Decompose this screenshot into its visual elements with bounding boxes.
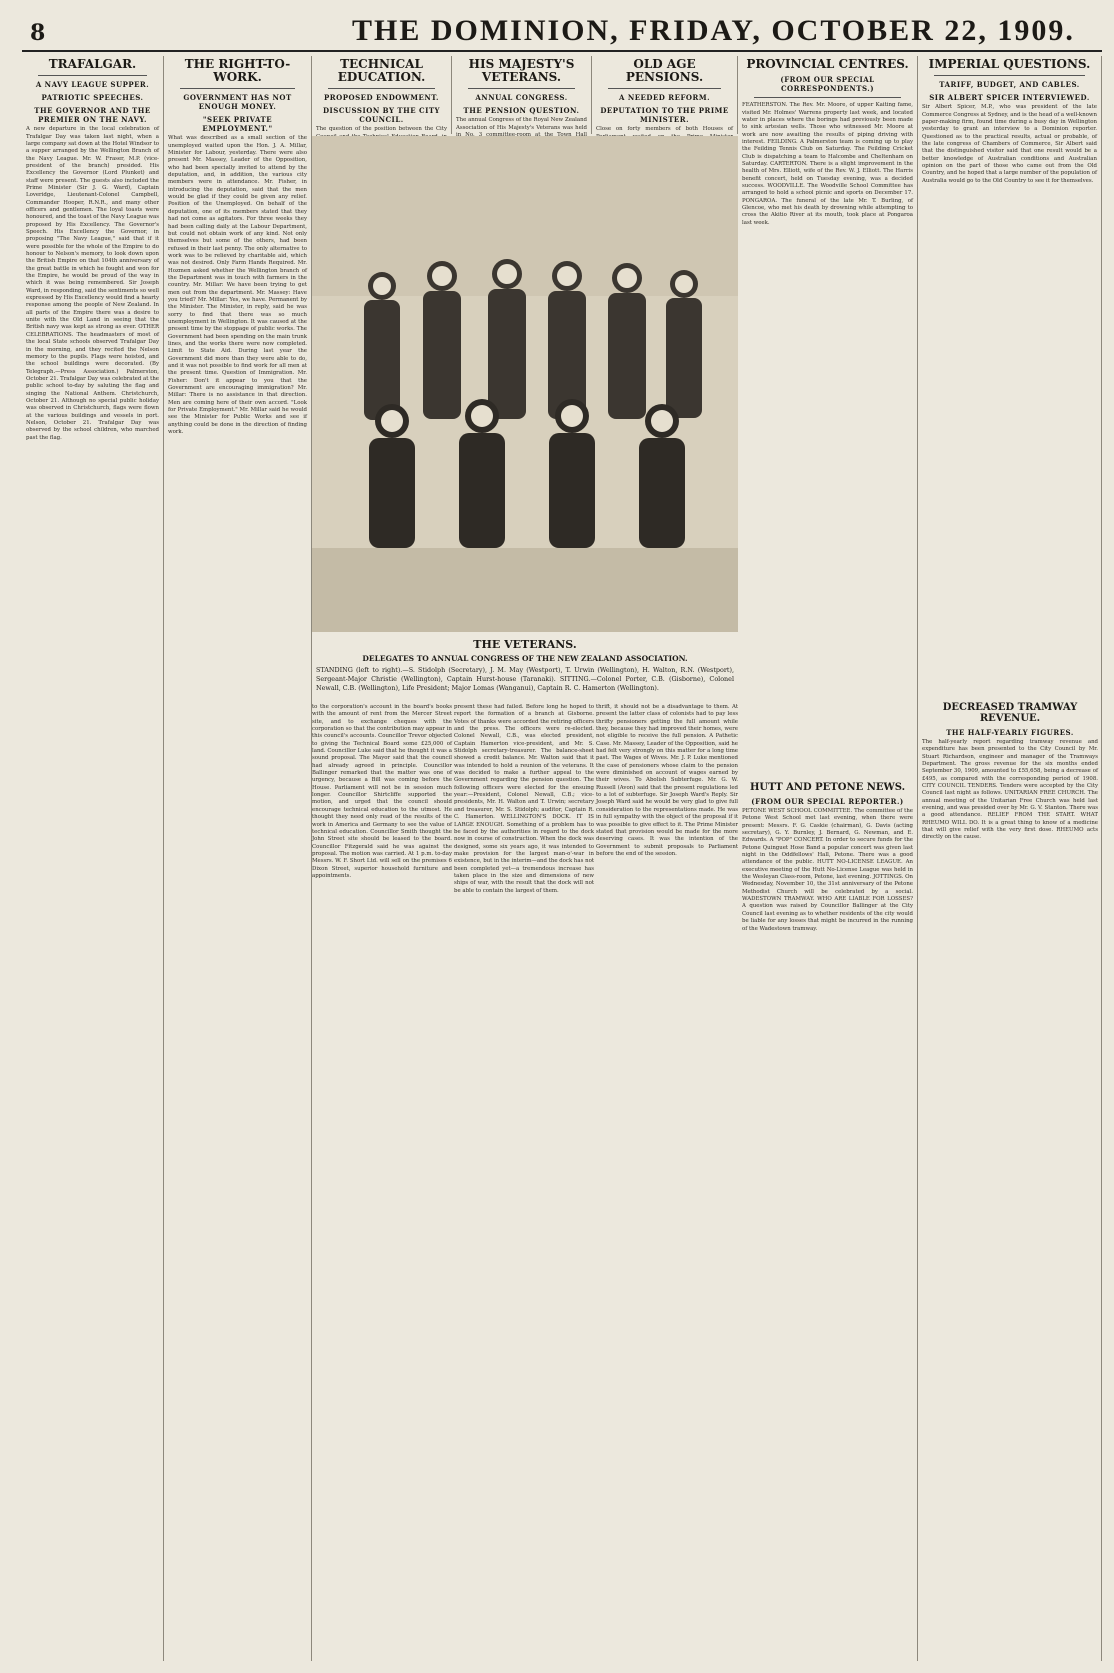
subheadline: "SEEK PRIVATE EMPLOYMENT." (202, 115, 273, 134)
column-veterans (452, 56, 592, 134)
page-number: 8 (30, 20, 46, 46)
subheadline: TARIFF, BUDGET, AND CABLES. (939, 80, 1080, 90)
veterans-photograph (312, 136, 738, 632)
headline: HUTT AND PETONE NEWS. (749, 782, 906, 793)
column-old-age-pensions (592, 56, 738, 134)
subheadline: GOVERNMENT HAS NOT ENOUGH MONEY. (183, 93, 292, 112)
subheadline: PATRIOTIC SPEECHES. (41, 93, 144, 103)
photo-subtitle: DELEGATES TO ANNUAL CONGRESS OF THE NEW ZEALAND ASSOCIATION. (362, 654, 688, 663)
subheadline: (FROM OUR SPECIAL REPORTER.) (751, 797, 904, 806)
headline: TRAFALGAR. (48, 57, 137, 71)
headline: DECREASED TRAMWAY REVENUE. (942, 702, 1078, 724)
headline: IMPERIAL QUESTIONS. (928, 57, 1091, 71)
article-body: What was described as a small section of the unemployed waited upon the Hon. J. A. Millar, Minister for Labour, yesterday. There were also present Mr. Massey, Leader of the Opposition, who had been specially invited to attend by the deputation, and, in addition, the various city members were in attendance. Mr. Fisher, in introducing the deputation, said that the men would be glad if they could be given any relief. Position of the Unemployed. On behalf of the deputation, one of its members stated that they had not come as agitators. For three weeks they had been calling daily at the Labour Department, but could not obtain work of any kind. Not only themselves but some of the others, had been refused in their last penny. The only alternative to work was to be relieved by charitable aid, which was not desired. Only Farm Hands Required. Mr. Hozmen asked whether the Wellington branch of the Department was in touch with farmers in the country. Mr. Millar: We have been trying to get men out from the department. Mr. Massey: Have you tried? Mr. Millar: Yes, we have. Permanent by the Minister. The Minister, in reply, said he was sorry to find that there was so much unemployment in Wellington. It was caused at the present time by the stoppage of public works. The Government had been spending on the main trunk lines, and the works there were now completed. Limit to State Aid. During last year the Government did more than they were able to do, and it was not possible to find work for all men at the present time. Question of Immigration. Mr. Fisher: Don't it appear to you that the Government are encouraging immigration? Mr. Millar: There is no assistance in that direction. Men are coming here of their own accord. "Look for Private Employment." Mr. Millar said he would see the Minister for Public Works and see if anything could be done in the direction of finding work. (168, 135, 307, 436)
headline: PROVINCIAL CENTRES. (746, 57, 909, 71)
subheadline: PROPOSED ENDOWMENT. (324, 93, 439, 103)
article-body: to the corporation's account in the board's books with the amount of rent from the Mercer Street site, and to exchange cheques with the corporation so that the contribution may appear in this council's accounts. Councillor Trevor objected to giving the Technical Board some £25,000 of land. Councillor Luke said that he thought it was a sound proposal. The Mayor said that the council had already agreed in principle. Councillor Ballinger remarked that the matter was one of urgency, because a Bill was coming before the House. Parliament will not be in session much longer. Councillor Shirtcliffe supported the motion, and urged that the council should encourage technical education to the utmost. He thought they need only read of the results of the work in America and Germany to see the value of technical education. Councillor Smith thought the John Street site should be leased to the board. Councillor Fitzgerald said he was against the proposal. The motion was carried. At 1 p.m. to-day Messrs. W. F. Short Ltd. will sell on the premises 6 Dixon Street, superior household furniture and appointments. (312, 704, 452, 879)
column-trafalgar (22, 56, 164, 1661)
subheadline: A NAVY LEAGUE SUPPER. (35, 80, 150, 90)
headline: THE RIGHT-TO-WORK. (184, 57, 291, 85)
subheadline: (FROM OUR SPECIAL CORRESPONDENTS.) (780, 75, 875, 94)
article-body: A new departure in the local celebration of Trafalgar Day was taken last night, when a large company sat down at the Hotel Windsor to a supper arranged by the Wellington Branch of the Navy League. Mr. W. Fraser, M.P. (vice-president of the branch) presided. His Excellency the Governor (Lord Plunket) and staff were present. The guests also included the Prime Minister (Sir J. G. Ward), Captain Loveridge, Lieutenant-Colonel Campbell, Commander Hooper, R.N.R., and many other officers and gentlemen. The loyal toasts were honoured, and the toast of the Navy League was proposed by His Excellency. The Governor's Speech. His Excellency the Governor, in proposing "The Navy League," said that if it were possible for the whole of the Empire to do honour to Nelson's memory, to look down upon the British Empire on that 104th anniversary of the great battle in which he fought and won for the Empire, he would be proud of the way in which it was being remembered. Sir Joseph Ward, in responding, said the sentiments so well expressed by His Excellency would find a hearty response among the people of New Zealand. In all parts of the Empire there was a desire to unite with the Old Land in seeing that the British navy was kept as strong as ever. OTHER CELEBRATIONS. The headmasters of most of the local State schools observed Trafalgar Day in the morning, and they recited the Nelson memory to the pupils. Flags were hoisted, and the school buildings were decorated. (By Telegraph.—Press Association.) Palmerston, October 21. Trafalgar Day was celebrated at the public school to-day by saluting the flag and singing the National Anthem. Christchurch, October 21. Although no special public holiday was observed in Christchurch, flags were flown at the various buildings and vessels in port. Nelson, October 21. Trafalgar Day was observed by the school children, who marched past the flag. (26, 126, 160, 441)
article-body: The question of the position between the City (316, 126, 447, 133)
headline: OLD AGE PENSIONS. (625, 57, 704, 85)
column-right-to-work (164, 56, 312, 1661)
column-technical-education-continued (312, 704, 452, 1659)
column-pensions-continued (596, 704, 738, 1659)
masthead-title: THE DOMINION, FRIDAY, OCTOBER 22, 1909. (352, 14, 1075, 47)
veterans-photo-illustration (312, 136, 738, 632)
article-body: thrift, it should not be a disadvantage to them. At present the latter class of colonists had to pay less thrifty pensioners getting the full amount while they, because they had improved their homes, were not eligible to receive the full pension. A Pathetic Case. Mr. Massey, Leader of the Opposition, said he had felt very strongly on this matter for a long time past. The Wages of Wives. Mr. J. P. Luke mentioned the case of pensioners whose claim to the pension were diminished on account of wages earned by their wives. To Abolish Subterfuge. Mr. G. W. Russell (Avon) said that the present regulations led to a lot of subterfuge. Sir Joseph Ward's Reply. Sir Joseph Ward said he would be very glad to give full consideration to the representations made. He was in full sympathy with the object of the proposal if it was possible to give effect to it. The Prime Minister stated that provision would be made for the more deserving cases. It was the intention of the Government to submit proposals to Parliament before the end of the session. (596, 704, 738, 857)
photo-frame (312, 136, 738, 636)
article-body: Sir Albert Spicer, M.P., who was president of the late Commerce Congress at Sydney, and is the head of a well-known paper-making firm, found time during a busy day in Wellington yesterday to grant an interview to a Dominion reporter. Questioned as to the practical results, actual or probable, of the late congress of Chambers of Commerce, Sir Albert said that the distinguished visitor said that one result would be a better knowledge of Australian conditions and Australian opinion on the part of those who came out from the Old Country, and he hoped that a large number of the population of Australia would go to the Old Country to see it for themselves. (922, 104, 1097, 184)
article-body: The annual Congress of the Royal New Zealand Association of His Majesty's Veterans was held (456, 117, 587, 131)
article-body: The half-yearly report regarding tramway revenue and expenditure has been presented to the City Council by Mr. Stuart Richardson, engineer and manager of the Tramways Department. The gross revenue for the six months ended September 30, 1909, amounted to £55,658, being a decrease of £495, as compared with the corresponding period of 1908. CITY COUNCIL TENDERS. Tenders were accepted by the City Council last night as follows. UNITARIAN FREE CHURCH. The annual meeting of the Unitarian Free Church was held last evening, and was presided over by Mr. G. V. Stanton. There was a good attendance. RELIEF FROM THE START. WHAT RHEUMO WILL DO. It is a great thing to know of a medicine that will give relief with the very first dose. RHEUMO acts directly on the cause. (922, 739, 1098, 841)
subheadline: THE GOVERNOR AND THE PREMIER ON THE NAVY. (34, 106, 151, 125)
subheadline: SIR ALBERT SPICER INTERVIEWED. (929, 93, 1090, 103)
column-veterans-continued (454, 704, 594, 1659)
photo-title: THE VETERANS. (473, 638, 577, 651)
subheadline: DEPUTATION TO THE PRIME MINISTER. (600, 106, 729, 125)
column-technical-education (312, 56, 452, 134)
headline: HIS MAJESTY'S VETERANS. (468, 57, 575, 85)
article-body: Close on forty members of both Houses of (596, 126, 733, 133)
photo-caption: STANDING (left to right).—S. Stidolph (Secretary), J. M. May (Westport), T. Urwin (Wellington), H. Walton, R.N. (Westport), Sergeant-Major Christie (Wellington), Captain Hurst-house (Taranaki). SITTING.—Colonel Porter, C.B. (Gisborne), Colonel Newall, C.B. (Wellington), Life President; Major Lomas (Wanganui), Captain R. C. Hamerton (Wellington). (316, 666, 734, 692)
article-body: present these had failed. Before long he hoped to report the formation of a branch at Gisborne. Votes of thanks were accorded the retiring officers and the press. The officers were re-elected. Colonel Newall, C.B., was elected president, Captain Hamerton vice-president, and Mr. S. Stidolph secretary-treasurer. The balance-sheet showed a credit balance. Mr. Walton said that it was intended to hold a reunion of the veterans. It was decided to make a further appeal to the Government regarding the pension question. The following officers were elected for the ensuing year:—President, Colonel Newall, C.B.; vice-presidents, Mr. H. Walton and T. Urwin; secretary and treasurer, Mr. S. Stidolph; auditor, Captain R. C. Hamerton. WELLINGTON'S DOCK. IT IS LARGE ENOUGH. Something of a problem has to be faced by the authorities in regard to the dock now in course of construction. When the dock was designed, some six years ago, it was intended to make provision for the largest man-o'-war in existence, but in the interim—and the dock has not been completed yet—a tremendous increase has taken place in the size and dimensions of new ships of war, with the result that the dock will not be able to contain the largest of them. (454, 704, 594, 894)
article-body: FEATHERSTON. The Rev. Mr. Moore, of upper Kaiting fame, visited Mr. Holmes' Warrens property last week, and located water in places where the borings had previously been made to sink artesian wells. Those who witnessed Mr. Moore at work are now awaiting the results of piping driving with interest. FEILDING. A Palmerston team is coming up to play the Feilding Tennis Club on Saturday. The Feilding Cricket Club is dispatching a team to Halcombe and Cheltenham on Saturday. CARTERTON. There is a slight improvement in the health of Mrs. Elliott, wife of the Rev. W. J. Elliott. The Harris benefit concert, held on Tuesday evening, was a decided success. WOODVILLE. The Woodville School Committee has arranged to hold a school picnic and sports on December 17. PONGAROA. The funeral of the late Mr. T. Burling, of Glencoe, who met his death by drowning while attempting to cross the Akitio River at its mouth, took place at Pongaroa last week. (742, 102, 913, 226)
article-body: PETONE WEST SCHOOL COMMITTEE. The committee of the Petone West School met last evening, when there were present: Messrs. F. G. Caskie (chairman), G. Davis (acting secretary), G. Y. Burnley, J. Bernard, G. Newman, and E. Edwards. A "POP" CONCERT. In order to secure funds for the Petone Quinguet Hose Band a popular concert was given last night in the Oddfellows' Hall, Petone. There was a good attendance of the public. HUTT NO-LICENSE LEAGUE. An executive meeting of the Hutt No-License League was held in the Wesleyan Class-room, Petone, last evening. JOTTINGS. On Wednesday, November 10, the 31st anniversary of the Petone Methodist Church will be celebrated by a social. WADESTOWN TRAMWAY. WHO ARE LIABLE FOR LOSSES? A question was raised by Councillor Ballinger at the City Council last evening as to whether residents of the city would be liable for any losses that might be incurred in the running of the Wadestown tramway. (742, 808, 913, 932)
masthead (22, 12, 1102, 52)
subheadline: DISCUSSION BY THE CITY COUNCIL. (322, 106, 441, 125)
column-hutt-petone (738, 776, 918, 1656)
subheadline: THE HALF-YEARLY FIGURES. (946, 728, 1074, 737)
column-tramway-revenue (918, 696, 1102, 1656)
subheadline: A NEEDED REFORM. (618, 93, 711, 103)
subheadline: THE PENSION QUESTION. (463, 106, 580, 116)
headline: TECHNICAL EDUCATION. (337, 57, 426, 85)
columns-area (22, 56, 1102, 1661)
subheadline: ANNUAL CONGRESS. (475, 93, 568, 103)
